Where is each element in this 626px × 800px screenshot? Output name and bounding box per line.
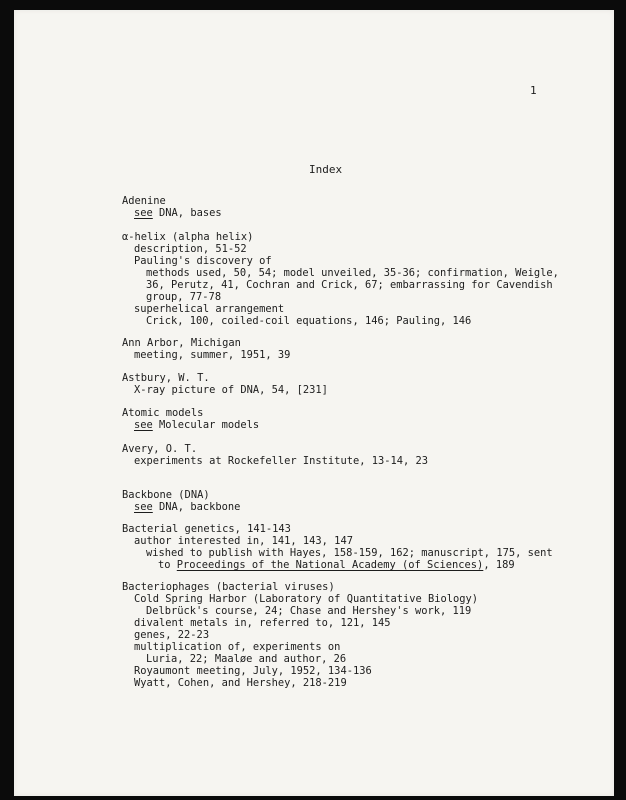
cross-reference	[134, 419, 259, 431]
cross-reference-target: DNA, bases	[152, 207, 222, 219]
subentry: Royaumont meeting, July, 1952, 134-136	[134, 665, 372, 677]
text-run: , 189	[483, 559, 515, 571]
entry-heading-bacterial-genetics: Bacterial genetics, 141-143	[122, 523, 291, 535]
subentry-detail: Delbrück's course, 24; Chase and Hershey's work, 119	[146, 605, 472, 617]
subentry: multiplication of, experiments on	[134, 641, 341, 653]
page-number: 1	[530, 84, 537, 97]
subentry-detail: group, 77-78	[146, 291, 222, 303]
subentry: genes, 22-23	[134, 629, 210, 641]
page-title: Index	[309, 163, 343, 176]
subentry-detail: Crick, 100, coiled-coil equations, 146; Pauling, 146	[146, 315, 472, 327]
cross-reference-target: DNA, backbone	[152, 501, 241, 513]
subentry: superhelical arrangement	[134, 303, 285, 315]
subentry: X-ray picture of DNA, 54, [231]	[134, 384, 328, 396]
subentry-detail: methods used, 50, 54; model unveiled, 35-36; confirmation, Weigle,	[146, 267, 559, 279]
see-label: see	[134, 419, 153, 431]
cross-reference	[134, 207, 222, 219]
entry-heading-alpha-helix: α-helix (alpha helix)	[122, 231, 254, 243]
entry-heading-astbury: Astbury, W. T.	[122, 372, 210, 384]
cross-reference	[134, 501, 240, 513]
subentry-detail: 36, Perutz, 41, Cochran and Crick, 67; embarrassing for Cavendish	[146, 279, 553, 291]
document-page	[14, 10, 614, 796]
subentry: author interested in, 141, 143, 147	[134, 535, 353, 547]
subentry: Pauling's discovery of	[134, 255, 272, 267]
subentry-detail: wished to publish with Hayes, 158-159, 162; manuscript, 175, sent	[146, 547, 553, 559]
subentry: Cold Spring Harbor (Laboratory of Quantitative Biology)	[134, 593, 479, 605]
journal-title: Proceedings of the National Academy (of Sciences)	[176, 559, 484, 571]
subentry: Wyatt, Cohen, and Hershey, 218-219	[134, 677, 347, 689]
subentry: description, 51-52	[134, 243, 247, 255]
entry-heading-backbone: Backbone (DNA)	[122, 489, 210, 501]
subentry: experiments at Rockefeller Institute, 13-14, 23	[134, 455, 429, 467]
subentry-detail: Luria, 22; Maaløe and author, 26	[146, 653, 347, 665]
subentry: meeting, summer, 1951, 39	[134, 349, 291, 361]
entry-heading-adenine: Adenine	[122, 195, 166, 207]
subentry-detail	[158, 559, 515, 571]
subentry: divalent metals in, referred to, 121, 145	[134, 617, 391, 629]
entry-heading-avery: Avery, O. T.	[122, 443, 198, 455]
text-run: to	[158, 559, 177, 571]
entry-heading-atomic-models: Atomic models	[122, 407, 204, 419]
entry-heading-bacteriophages: Bacteriophages (bacterial viruses)	[122, 581, 335, 593]
see-label: see	[134, 501, 153, 513]
entry-heading-ann-arbor: Ann Arbor, Michigan	[122, 337, 241, 349]
see-label: see	[134, 207, 153, 219]
cross-reference-target: Molecular models	[152, 419, 260, 431]
